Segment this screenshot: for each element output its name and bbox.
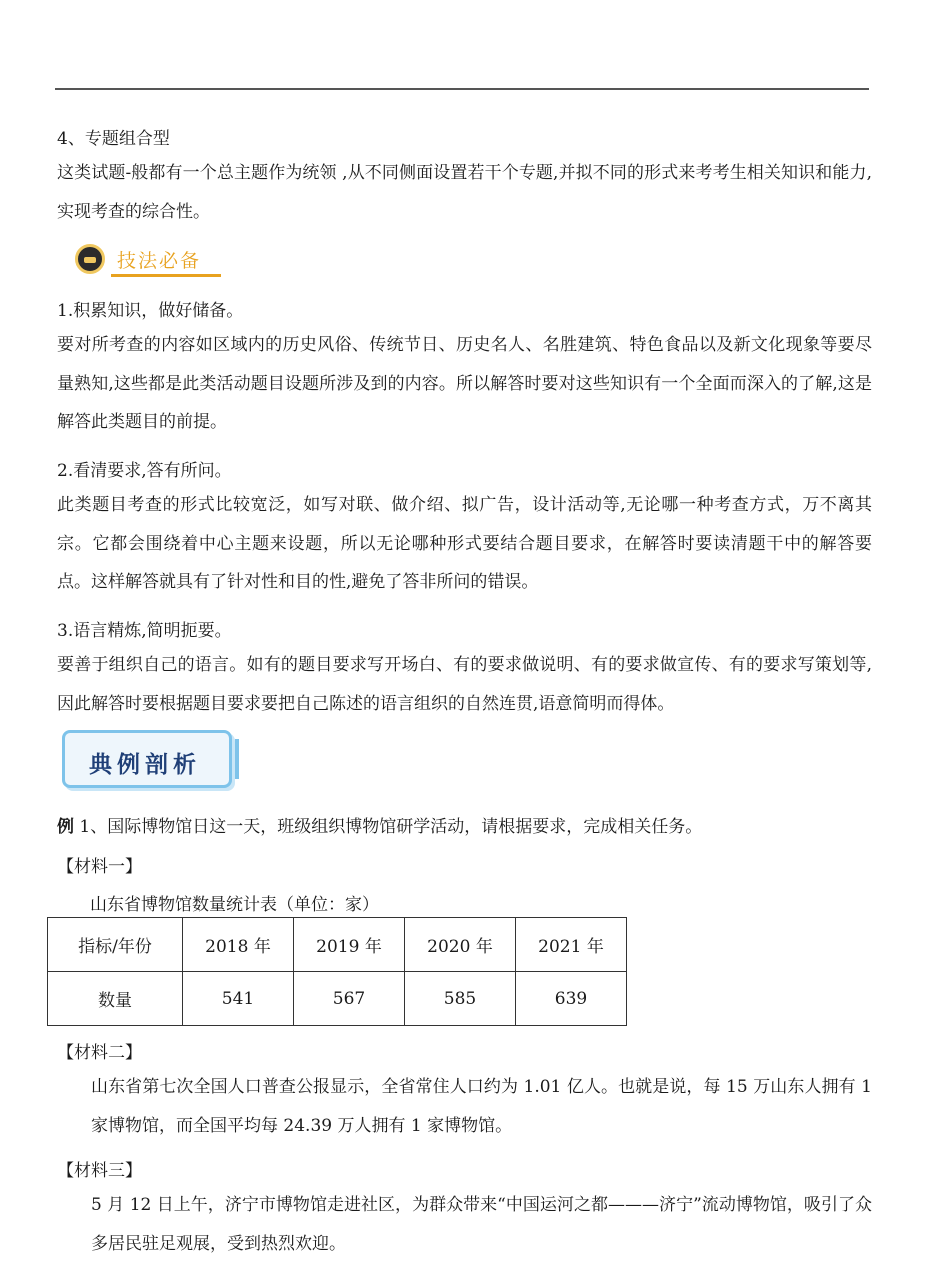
example-badge-accent: [235, 739, 239, 779]
material3-body: 5 月 12 日上午，济宁市博物馆走进社区，为群众带来“中国运河之都———济宁”流动博物馆，吸引了众多居民驻足观展，受到热烈欢迎。: [91, 1195, 872, 1254]
material1-label: 【材料一】: [57, 857, 142, 877]
table-cell: 541: [183, 972, 294, 1026]
table-header-row: [48, 918, 627, 972]
tip-3-body: 要善于组织自己的语言。如有的题目要求写开场白、有的要求做说明、有的要求做宣传、有的要求写策划等,因此解答时要根据题目要求要把自己陈述的语言组织的自然连贯,语意简明而得体。: [57, 655, 872, 714]
table-header-cell: 指标/年份: [48, 918, 183, 972]
material2-label: 【材料二】: [57, 1043, 142, 1063]
table-header-cell: 2018 年: [183, 918, 294, 972]
material3-label: 【材料三】: [57, 1161, 142, 1181]
tip-1-title: 1.积累知识，做好储备。: [57, 301, 244, 321]
table-header-cell: 2019 年: [294, 918, 405, 972]
section4-body: 这类试题-般都有一个总主题作为统领 ,从不同侧面设置若干个专题,并拟不同的形式来考考生相关知识和能力,实现考查的综合性。: [57, 163, 872, 222]
table-cell: 639: [516, 972, 627, 1026]
example-1: [57, 812, 702, 837]
table-row: [48, 972, 627, 1026]
skills-badge-underline: [111, 274, 221, 277]
table-cell: 数量: [48, 972, 183, 1026]
tip-2-body: 此类题目考查的形式比较宽泛，如写对联、做介绍、拟广告，设计活动等,无论哪一种考查方式，万不离其宗。它都会围绕着中心主题来设题，所以无论哪种形式要结合题目要求，在解答时要读清题干中的解答要点。这样解答就具有了针对性和目的性,避免了答非所问的错误。: [57, 495, 872, 592]
museum-count-table: [47, 917, 627, 1026]
material2-body: 山东省第七次全国人口普查公报显示，全省常住人口约为 1.01 亿人。也就是说，每 15 万山东人拥有 1 家博物馆，而全国平均每 24.39 万人拥有 1 家博物馆。: [91, 1077, 872, 1136]
tip-1-body: 要对所考查的内容如区域内的历史风俗、传统节日、历史名人、名胜建筑、特色食品以及新文化现象等要尽量熟知,这些都是此类活动题目设题所涉及到的内容。所以解答时要对这些知识有一个全面而深入的了解,这是解答此类题目的前提。: [57, 335, 872, 432]
section4-heading: 4、专题组合型: [57, 129, 170, 149]
table-header-cell: 2020 年: [405, 918, 516, 972]
tip-3-title: 3.语言精炼,简明扼要。: [57, 621, 232, 641]
material1-caption: 山东省博物馆数量统计表（单位：家）: [90, 895, 379, 915]
tip-2-title: 2.看清要求,答有所问。: [57, 461, 232, 481]
example-text: 1、国际博物馆日这一天，班级组织博物馆研学活动，请根据要求，完成相关任务。: [79, 817, 703, 837]
skills-badge: [75, 240, 225, 280]
example-badge: [62, 730, 232, 788]
skills-badge-label: 技法必备: [117, 250, 202, 272]
table-header-cell: 2021 年: [516, 918, 627, 972]
example-badge-label: 典例剖析: [89, 752, 201, 778]
example-prefix: 例: [57, 817, 74, 837]
table-cell: 567: [294, 972, 405, 1026]
header-rule: [55, 88, 869, 90]
record-icon: [75, 244, 105, 274]
table-cell: 585: [405, 972, 516, 1026]
